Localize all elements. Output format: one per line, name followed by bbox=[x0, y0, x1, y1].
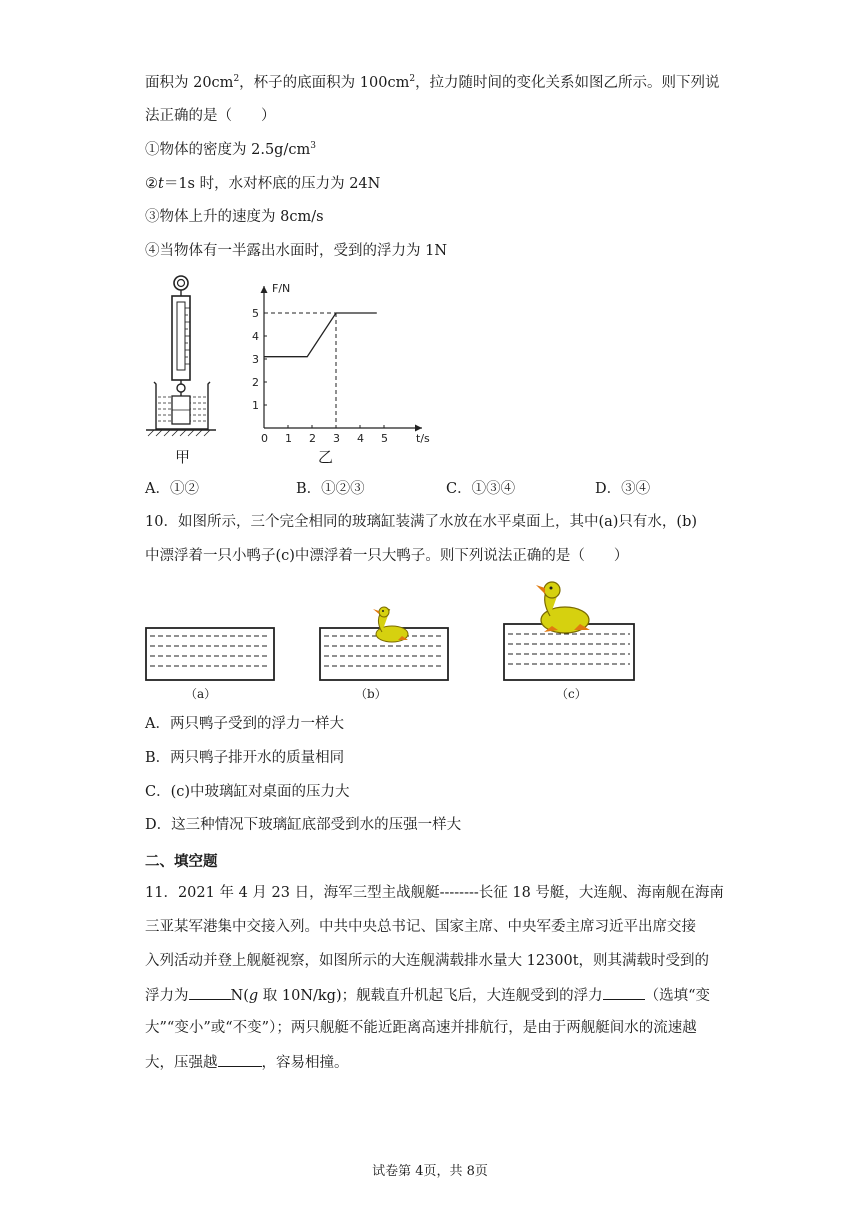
y-tick-label: 3 bbox=[252, 353, 259, 366]
x-tick-label: 2 bbox=[309, 432, 316, 445]
q9-line1: 面积为 $20cm^2$，杯子的底面积为 $100cm^2$，拉力随时间的变化关系如图乙所示。则下列说 bbox=[145, 74, 720, 91]
q10-option-c[interactable]: C．(c)中玻璃缸对桌面的压力大 bbox=[145, 784, 350, 800]
q10-option-a[interactable]: A．两只鸭子受到的浮力一样大 bbox=[145, 716, 344, 732]
q9-option-a[interactable]: A．①② bbox=[145, 481, 199, 497]
x-tick-label: 3 bbox=[333, 432, 340, 445]
q9-option-b[interactable]: B．①②③ bbox=[296, 481, 365, 497]
q11-line4: 浮力为 N(g 取 10N/kg)；舰载直升机起飞后，大连舰受到的浮力 （选填“变 bbox=[145, 985, 710, 1006]
force-series-line bbox=[264, 313, 377, 357]
y-axis-label: F/N bbox=[272, 282, 291, 295]
q9-statement-1: ①物体的密度为 $2.5g/cm^3$ bbox=[145, 141, 316, 158]
q11-line2: 三亚某军港集中交接入列。中共中央总书记、国家主席、中央军委主席习近平出席交接 bbox=[145, 919, 696, 935]
y-tick-label: 2 bbox=[252, 376, 259, 389]
tank-a bbox=[146, 628, 274, 680]
q9-statement-2: ②t＝1s 时，水对杯底的压力为 24N bbox=[145, 176, 381, 192]
q9-statement-4: ④当物体有一半露出水面时，受到的浮力为 1N bbox=[145, 243, 448, 259]
q9-option-c[interactable]: C．①③④ bbox=[446, 481, 516, 497]
small-duck-icon bbox=[373, 607, 408, 642]
q10-option-b[interactable]: B．两只鸭子排开水的质量相同 bbox=[145, 750, 345, 766]
answer-blank-1[interactable] bbox=[189, 985, 231, 1000]
x-tick-label: 1 bbox=[285, 432, 292, 445]
tank-a-label: （a） bbox=[185, 687, 217, 701]
x-tick-label: 5 bbox=[381, 432, 388, 445]
x-tick-label: 4 bbox=[357, 432, 364, 445]
y-tick-label: 5 bbox=[252, 307, 259, 320]
section-title-fill-in: 二、填空题 bbox=[145, 854, 218, 870]
answer-blank-2[interactable] bbox=[603, 985, 645, 1000]
x-axis-label: t/s bbox=[416, 432, 430, 445]
q9-option-d[interactable]: D．③④ bbox=[595, 481, 651, 497]
y-tick-label: 1 bbox=[252, 399, 259, 412]
q11-line5: 大”“变小”或“不变”）；两只舰艇不能近距离高速并排航行，是由于两舰艇间水的流速越 bbox=[145, 1020, 697, 1036]
q11-line3: 入列活动并登上舰艇视察，如图所示的大连舰满载排水量大 12300t，则其满载时受到的 bbox=[145, 953, 710, 969]
big-duck-icon bbox=[536, 582, 590, 633]
q10-line1: 10．如图所示，三个完全相同的玻璃缸装满了水放在水平桌面上，其中(a)只有水，(b) bbox=[145, 514, 698, 530]
q11-line6: 大，压强越 ，容易相撞。 bbox=[145, 1052, 349, 1073]
spring-scale-figure bbox=[144, 272, 224, 444]
answer-blank-3[interactable] bbox=[218, 1052, 262, 1067]
tank-c bbox=[504, 582, 634, 680]
tank-b bbox=[320, 607, 448, 680]
force-time-chart bbox=[240, 278, 440, 448]
tank-c-label: （c） bbox=[556, 687, 587, 701]
q10-option-d[interactable]: D．这三种情况下玻璃缸底部受到水的压强一样大 bbox=[145, 817, 462, 833]
q9-statement-3: ③物体上升的速度为 8cm/s bbox=[145, 209, 324, 225]
glass-tanks-figure bbox=[140, 576, 640, 700]
q11-line1: 11．2021 年 4 月 23 日，海军三型主战舰艇--------长征 18 号艇，大连舰、海南舰在海南 bbox=[145, 885, 724, 901]
tank-b-label: （b） bbox=[355, 687, 387, 701]
q10-line2: 中漂浮着一只小鸭子(c)中漂浮着一只大鸭子。则下列说法正确的是（ ） bbox=[145, 548, 629, 564]
y-tick-label: 4 bbox=[252, 330, 259, 343]
x-tick-label: 0 bbox=[261, 432, 268, 445]
q9-line2: 法正确的是（ ） bbox=[145, 108, 276, 124]
figure-jia-label: 甲 bbox=[175, 448, 191, 466]
page-footer: 试卷第 4页，共 8页 bbox=[372, 1164, 488, 1179]
figure-yi-label: 乙 bbox=[318, 448, 334, 466]
